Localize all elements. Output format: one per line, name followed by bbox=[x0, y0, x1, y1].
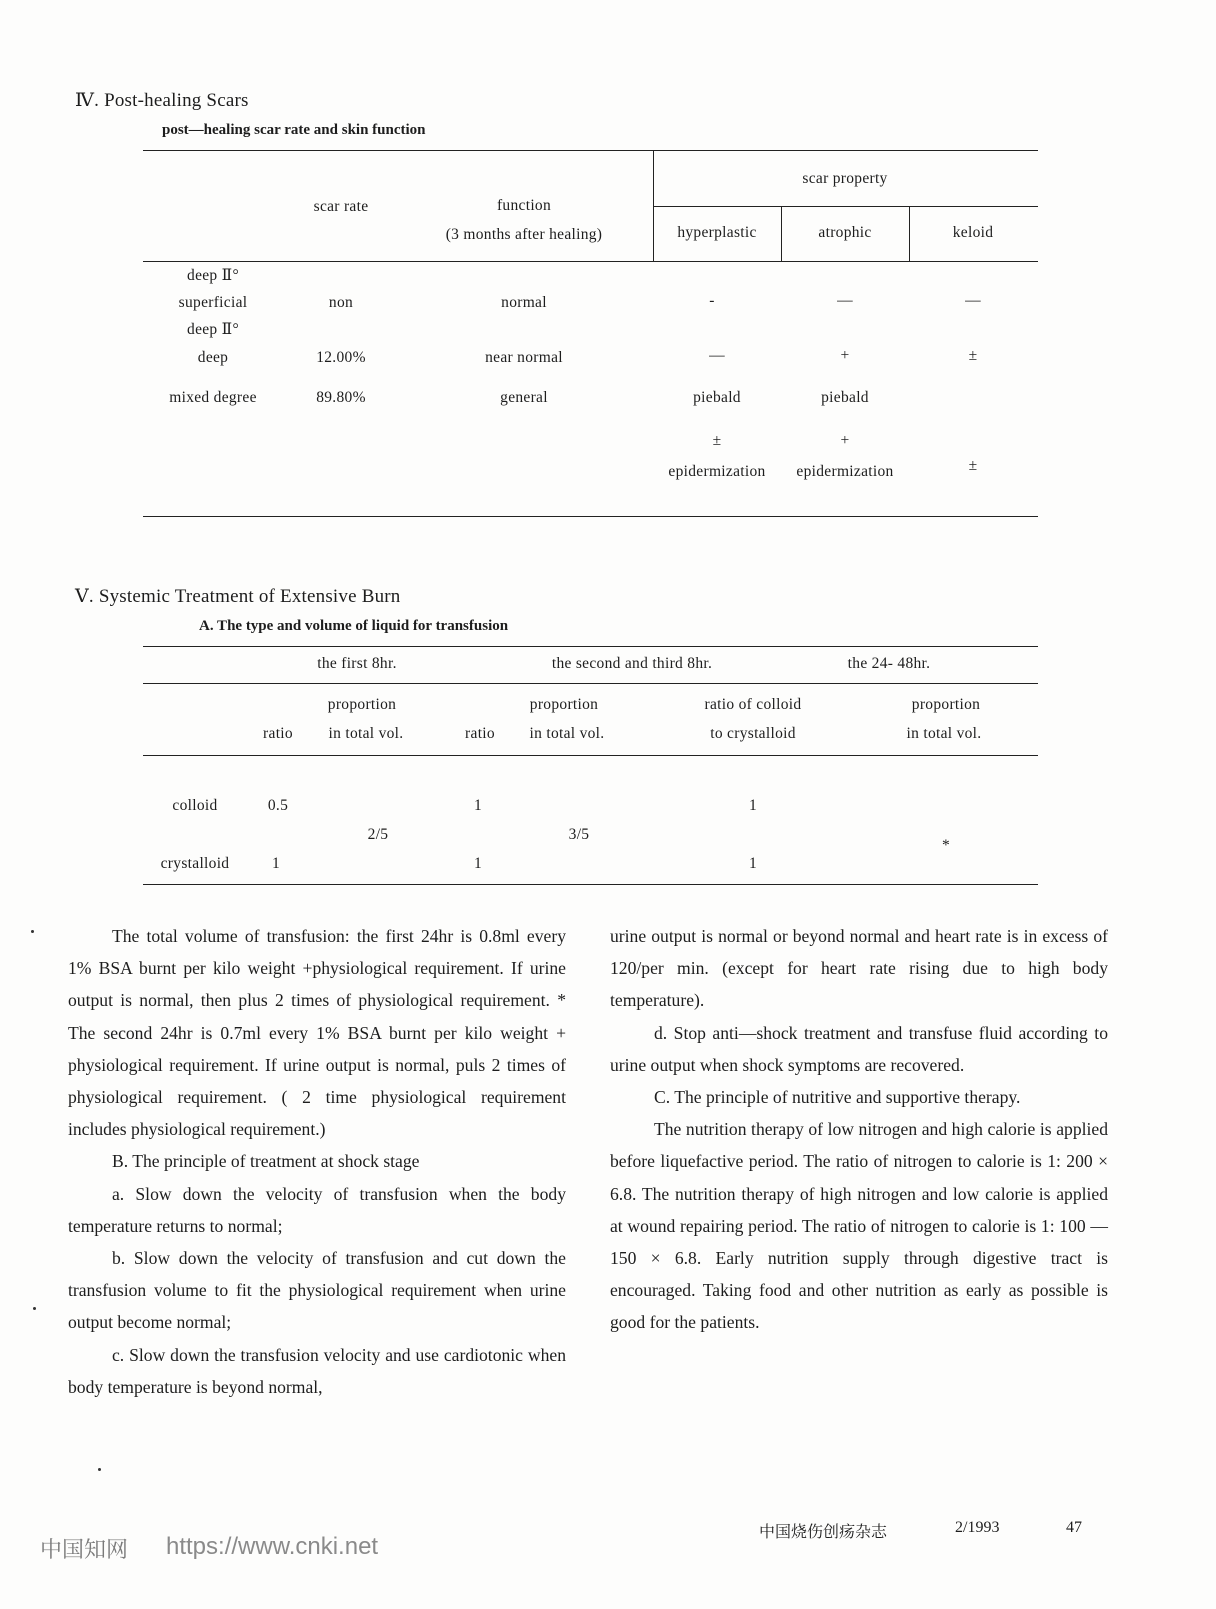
footer-issue: 2/1993 bbox=[955, 1519, 1000, 1536]
row-label: deep bbox=[197, 349, 229, 366]
table2-top-rule bbox=[143, 646, 1038, 647]
header-scar-property: scar property bbox=[802, 170, 888, 187]
header-ratio: ratio bbox=[465, 725, 495, 742]
table1-bottom-rule bbox=[143, 516, 1038, 517]
cell-hyperplastic: epidermization bbox=[668, 463, 766, 480]
scan-speck bbox=[98, 1468, 101, 1471]
cell-keloid: ± bbox=[968, 457, 978, 474]
header-period: the 24- 48hr. bbox=[847, 655, 931, 672]
cell-ratio: 1 bbox=[748, 797, 758, 814]
table1-subheader-rule bbox=[653, 206, 1038, 207]
header-atrophic: atrophic bbox=[818, 224, 872, 241]
row-label: superficial bbox=[178, 294, 248, 311]
cell-keloid: ± bbox=[968, 347, 978, 364]
header-proportion: proportion bbox=[327, 696, 397, 713]
paragraph: c. Slow down the transfusion velocity and use cardiotonic when body temperature is beyond normal, bbox=[68, 1344, 566, 1397]
header-proportion: proportion bbox=[529, 696, 599, 713]
table1-divider bbox=[781, 206, 782, 262]
header-ratio-colloid: ratio of colloid bbox=[704, 696, 802, 713]
cell-ratio: 1 bbox=[473, 797, 483, 814]
cell-ratio: 1 bbox=[748, 855, 758, 872]
table2-bottom-rule bbox=[143, 884, 1038, 885]
cell-hyperplastic: - bbox=[709, 292, 715, 309]
header-in-total: in total vol. bbox=[906, 725, 982, 742]
cell-scar-rate: 89.80% bbox=[316, 389, 366, 406]
section5-title: Ⅴ. Systemic Treatment of Extensive Burn bbox=[75, 586, 401, 607]
cell-proportion: 3/5 bbox=[568, 826, 590, 843]
header-period: the second and third 8hr. bbox=[551, 655, 713, 672]
paragraph: The total volume of transfusion: the first 24hr is 0.8ml every 1% BSA burnt per kilo weight +physiological requirement. If urine output is normal, then plus 2 times of physiological requirement. * The second 24hr is 0.7ml every 1% BSA burnt per kilo weight + physiological requirement. If urine output is normal, puls 2 times of physiological requirement. ( 2 time physiological requirement includes physiological requirement.) bbox=[68, 926, 566, 1140]
paragraph: The nutrition therapy of low nitrogen and high calorie is applied before liquefactive period. The ratio of nitrogen to calorie is 1: 200 × 6.8. The nutrition therapy of high nitrogen and low calorie is applied at wound repairing period. The ratio of nitrogen to calorie is 1: 100 — 150 × 6.8. Early nutrition supply through digestive tract is encouraged. Taking food and other nutrition as early as possible is good for the patients. bbox=[610, 1119, 1108, 1333]
cell-function: general bbox=[500, 389, 548, 406]
cell-scar-rate: non bbox=[328, 294, 354, 311]
paragraph: C. The principle of nutritive and supportive therapy. bbox=[654, 1087, 1021, 1108]
paragraph: b. Slow down the velocity of transfusion and cut down the transfusion volume to fit the physiological requirement when urine output become normal; bbox=[68, 1248, 566, 1333]
table1-divider bbox=[909, 206, 910, 262]
cell-atrophic: + bbox=[840, 432, 850, 449]
header-period: the first 8hr. bbox=[317, 655, 397, 672]
header-function-note: (3 months after healing) bbox=[445, 226, 603, 243]
cell-atrophic: — bbox=[837, 292, 853, 309]
table2-caption: A. The type and volume of liquid for transfusion bbox=[199, 618, 509, 634]
row-label: deep Ⅱ° bbox=[187, 321, 239, 338]
cell-hyperplastic: ± bbox=[712, 432, 722, 449]
table1-caption: post—healing scar rate and skin function bbox=[162, 122, 426, 138]
scan-speck bbox=[33, 1307, 36, 1310]
paragraph: a. Slow down the velocity of transfusion when the body temperature returns to normal; bbox=[68, 1183, 566, 1236]
cell-proportion: * bbox=[941, 837, 951, 854]
header-in-total: in total vol. bbox=[529, 725, 605, 742]
header-in-total: in total vol. bbox=[328, 725, 404, 742]
header-scar-rate: scar rate bbox=[313, 198, 369, 215]
section4-title: Ⅳ. Post-healing Scars bbox=[75, 90, 249, 111]
cnki-url[interactable]: https://www.cnki.net bbox=[166, 1533, 379, 1560]
table2-header-rule bbox=[143, 755, 1038, 756]
row-label-crystalloid: crystalloid bbox=[160, 855, 230, 872]
cell-ratio: 1 bbox=[473, 855, 483, 872]
header-proportion: proportion bbox=[911, 696, 981, 713]
cell-keloid: — bbox=[965, 292, 981, 309]
cell-ratio: 1 bbox=[271, 855, 281, 872]
table2-period-rule bbox=[143, 683, 1038, 684]
header-ratio: ratio bbox=[263, 725, 293, 742]
cell-function: near normal bbox=[485, 349, 563, 366]
header-keloid: keloid bbox=[952, 224, 994, 241]
paragraph: d. Stop anti—shock treatment and transfuse fluid according to urine output when shock symptoms are recovered. bbox=[610, 1022, 1108, 1075]
cell-function: normal bbox=[501, 294, 547, 311]
cell-scar-rate: 12.00% bbox=[316, 349, 366, 366]
cell-ratio: 0.5 bbox=[267, 797, 289, 814]
cell-hyperplastic: — bbox=[709, 347, 725, 364]
footer-journal: 中国烧伤创疡杂志 bbox=[759, 1524, 888, 1541]
footer-page-number: 47 bbox=[1066, 1519, 1082, 1536]
table1-top-rule bbox=[143, 150, 1038, 151]
row-label: deep Ⅱ° bbox=[187, 267, 239, 284]
cell-atrophic: piebald bbox=[821, 389, 869, 406]
table1-header-rule bbox=[143, 261, 1038, 262]
cell-hyperplastic: piebald bbox=[693, 389, 741, 406]
header-function: function bbox=[496, 197, 552, 214]
row-label: mixed degree bbox=[169, 389, 257, 406]
cell-atrophic: + bbox=[840, 347, 850, 364]
scan-speck bbox=[31, 930, 34, 933]
row-label-colloid: colloid bbox=[172, 797, 218, 814]
cell-atrophic: epidermization bbox=[796, 463, 894, 480]
left-column bbox=[68, 920, 566, 1403]
header-hyperplastic: hyperplastic bbox=[677, 224, 757, 241]
cell-proportion: 2/5 bbox=[367, 826, 389, 843]
paragraph: B. The principle of treatment at shock stage bbox=[112, 1151, 420, 1172]
right-column bbox=[610, 920, 1108, 1339]
paragraph: urine output is normal or beyond normal and heart rate is in excess of 120/per min. (except for heart rate rising due to high body temperature). bbox=[610, 926, 1108, 1011]
header-to-crystalloid: to crystalloid bbox=[710, 725, 796, 742]
cnki-logo: 中国知网 bbox=[40, 1537, 129, 1562]
